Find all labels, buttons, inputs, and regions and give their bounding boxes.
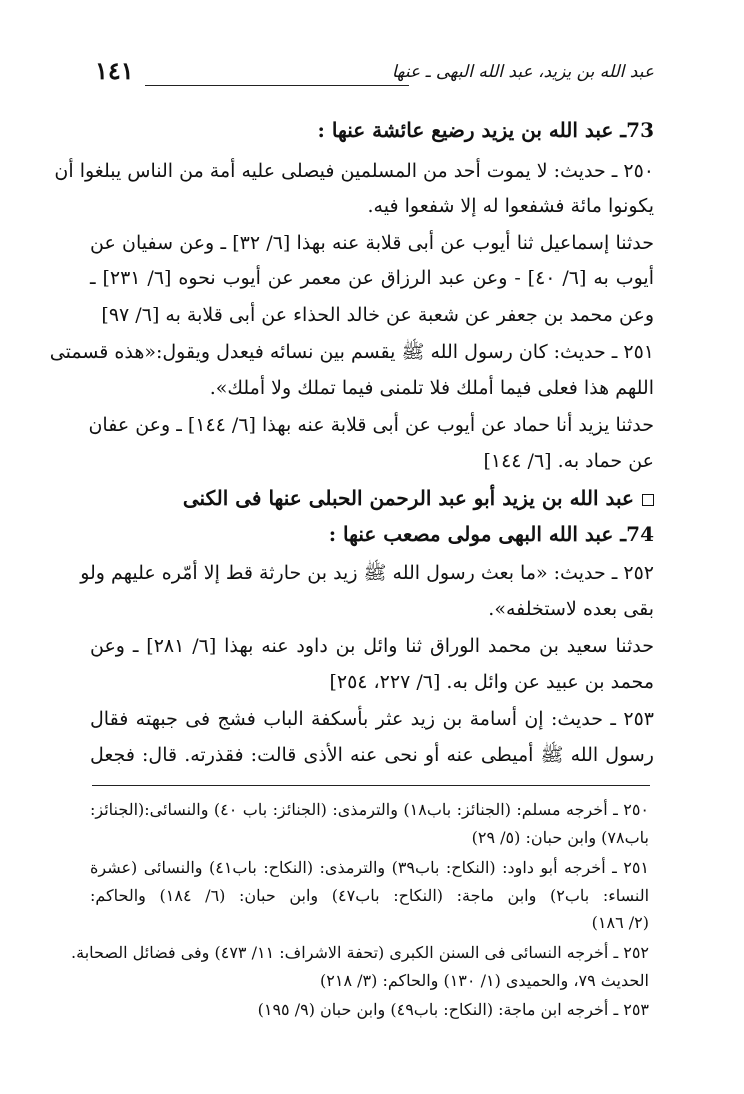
section-heading-74: 74ـ عبد الله البهى مولى مصعب عنها :: [328, 522, 654, 546]
page-number: ١٤١: [95, 56, 134, 85]
isnad-252-line-2: محمد بن عبيد عن وائل به. [٦/ ٢٢٧، ٢٥٤]: [329, 671, 654, 693]
hadith-250-line-2: يكونوا مائة فشفعوا له إلا شفعوا فيه.: [367, 195, 654, 217]
header-rule: [145, 85, 409, 86]
hadith-251-line-2: اللهم هذا فعلى فيما أملك فلا تلمنى فيما تملك ولا أملك».: [209, 377, 654, 399]
footnote-252-line-2: الحديث ٧٩، والحميدى (١/ ١٣٠) والحاكم: (٣/ ٢١٨): [320, 971, 649, 990]
kuna-note-text: عبد الله بن يزيد أبو عبد الرحمن الحبلى عنها فى الكنى: [182, 486, 634, 510]
footnote-251-line-3: (٢/ ١٨٦): [591, 913, 649, 932]
hadith-252-line-1: ٢٥٢ ـ حديث: «ما بعث رسول الله ﷺ زيد بن حارثة قط إلا أمّره عليهم ولو: [80, 562, 654, 584]
isnad-251-line-1: حدثنا يزيد أنا حماد عن أيوب عن أبى قلابة عنه بهذا [٦/ ١٤٤] ـ وعن عفان: [88, 414, 654, 436]
isnad-251-line-2: عن حماد به. [٦/ ١٤٤]: [483, 450, 654, 472]
hadith-253-line-1: ٢٥٣ ـ حديث: إن أسامة بن زيد عثر بأسكفة الباب فشج فى جبهته فقال: [90, 708, 654, 730]
hadith-250-line-1: ٢٥٠ ـ حديث: لا يموت أحد من المسلمين فيصلى عليه أمة من الناس يبلغوا أن: [54, 160, 654, 182]
hadith-253-line-2: رسول الله ﷺ أميطى عنه أو نحى عنه الأذى قالت: فقذرته. قال: فجعل: [90, 744, 654, 766]
page-header: [95, 58, 654, 98]
isnad-250-line-1: حدثنا إسماعيل ثنا أيوب عن أبى قلابة عنه بهذا [٦/ ٣٢] ـ وعن سفيان عن: [90, 232, 654, 254]
footnote-251-line-1: ٢٥١ ـ أخرجه أبو داود: (النكاح: باب٣٩) والترمذى: (النكاح: باب٤١) والنسائى (عشرة: [90, 858, 650, 877]
hadith-252-line-2: بقى بعده لاستخلفه».: [488, 598, 654, 620]
footnote-251-line-2: النساء: باب٢) وابن ماجة: (النكاح: باب٤٧) وابن حبان: (٦/ ١٨٤) والحاكم:: [90, 886, 650, 905]
footnote-rule: [92, 785, 650, 786]
footnote-252-line-1: ٢٥٢ ـ أخرجه النسائى فى السنن الكبرى (تحفة الاشراف: ١١/ ٤٧٣) وفى فضائل الصحابة.: [71, 943, 649, 962]
footnote-253-line-1: ٢٥٣ ـ أخرجه ابن ماجة: (النكاح: باب٤٩) وابن حبان (٩/ ١٩٥): [257, 1000, 649, 1019]
hadith-251-line-1: ٢٥١ ـ حديث: كان رسول الله ﷺ يقسم بين نسائه فيعدل ويقول:«هذه قسمتى: [49, 341, 654, 363]
footnote-250-line-1: ٢٥٠ ـ أخرجه مسلم: (الجنائز: باب١٨) والترمذى: (الجنائز: باب ٤٠) والنسائى:(الجنائز:: [90, 800, 650, 819]
running-title: عبد الله بن يزيد، عبد الله البهى ـ عنها: [391, 62, 654, 82]
square-bullet-icon: [642, 494, 654, 506]
isnad-250-line-2: أيوب به [٦/ ٤٠] - وعن عبد الرزاق عن معمر عن أيوب نحوه [٦/ ٢٣١] ـ: [90, 267, 654, 289]
section-heading-73: 73ـ عبد الله بن يزيد رضيع عائشة عنها :: [317, 118, 654, 142]
isnad-252-line-1: حدثنا سعيد بن محمد الوراق ثنا وائل بن داود عنه بهذا [٦/ ٢٨١] ـ وعن: [90, 635, 654, 657]
footnote-250-line-2: باب٧٨) وابن حبان: (٥/ ٢٩): [471, 828, 649, 847]
isnad-250-line-3: وعن محمد بن جعفر عن شعبة عن خالد الحذاء عن أبى قلابة به [٦/ ٩٧]: [101, 304, 654, 326]
kuna-note: [90, 486, 654, 510]
